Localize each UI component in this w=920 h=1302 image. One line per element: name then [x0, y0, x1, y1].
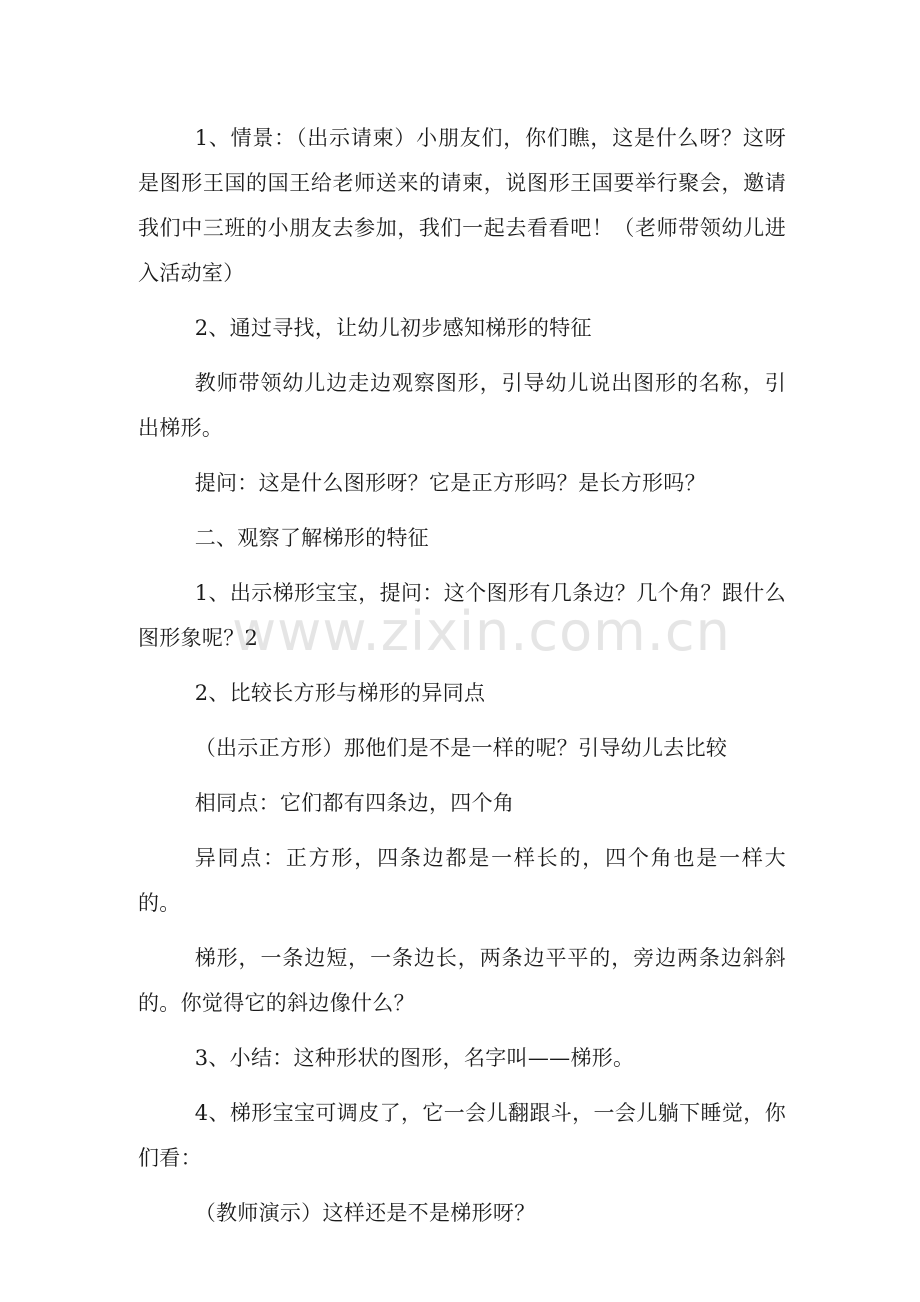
paragraph-naughty-trapezoid: 4、梯形宝宝可调皮了，它一会儿翻跟斗，一会儿躺下睡觉，你们看： [138, 1101, 786, 1170]
paragraph-teacher-demo: （教师演示）这样还是不是梯形呀？ [194, 1201, 536, 1225]
paragraph-situation: 1、情景：（出示请柬）小朋友们，你们瞧，这是什么呀？这呀是图形王国的国王给老师送来的请柬，说图形王国要举行聚会，邀请我们中三班的小朋友去参加，我们一起去看看吧！（老师带领幼儿进入活动室） [138, 126, 786, 285]
paragraph-compare-heading: 2、比较长方形与梯形的异同点 [194, 681, 486, 705]
paragraph-summary: 3、小结：这种形状的图形，名字叫——梯形。 [194, 1046, 635, 1070]
paragraph-trapezoid-description: 梯形，一条边短，一条边长，两条边平平的，旁边两条边斜斜的。你觉得它的斜边像什么？ [138, 946, 786, 1015]
paragraph-similarities: 相同点：它们都有四条边，四个角 [194, 791, 515, 815]
paragraph-question: 提问：这是什么图形呀？它是正方形吗？是长方形吗？ [194, 471, 706, 495]
paragraph-step-2-heading: 2、通过寻找，让幼儿初步感知梯形的特征 [194, 316, 592, 340]
paragraph-show-trapezoid: 1、出示梯形宝宝，提问：这个图形有几条边？几个角？跟什么图形象呢？2 [138, 581, 786, 650]
watermark-text: www.zixin.com.cn [232, 600, 731, 663]
paragraph-teacher-guides: 教师带领幼儿边走边观察图形，引导幼儿说出图形的名称，引出梯形。 [138, 371, 786, 440]
document-body [138, 116, 786, 1246]
paragraph-differences: 异同点：正方形，四条边都是一样长的，四个角也是一样大的。 [138, 846, 786, 915]
section-heading-2: 二、观察了解梯形的特征 [194, 526, 429, 550]
paragraph-show-square: （出示正方形）那他们是不是一样的呢？引导幼儿去比较 [194, 736, 728, 760]
